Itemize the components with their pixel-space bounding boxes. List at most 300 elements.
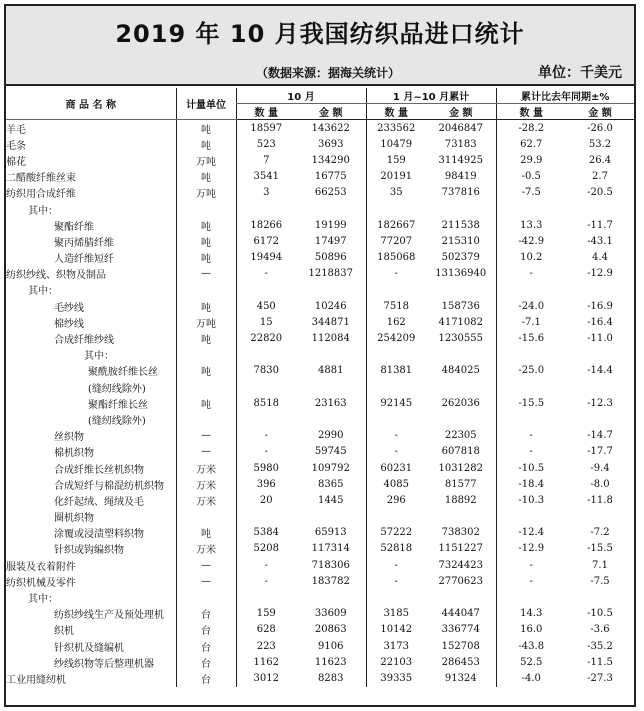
row-cum-qty: 10142 — [366, 622, 426, 638]
row-cum-qty: 3185 — [366, 606, 426, 622]
row-oct-amt: 59745 — [314, 446, 347, 458]
row-cum-amt: 2770623 — [438, 575, 484, 587]
row-product-name: 纱线织物等后整理机器 — [54, 658, 154, 670]
row-product-name: 羊毛 — [6, 124, 26, 136]
row-cum-qty: 185068 — [366, 250, 426, 266]
row-chg-amt: -11.0 — [587, 333, 613, 345]
row-chg-qty — [496, 282, 566, 298]
row-product-name: 聚丙烯腈纤维 — [54, 237, 114, 249]
row-product-name: 其中： — [28, 594, 58, 606]
row-chg-amt: -8.0 — [590, 478, 610, 490]
table-row — [6, 670, 634, 686]
row-cum-amt: 1031282 — [438, 462, 484, 474]
row-product-name: (缝纫线除外) — [88, 415, 146, 427]
table-row — [6, 152, 634, 168]
row-chg-amt — [566, 509, 634, 525]
row-product-name: 丝织物 — [54, 432, 84, 444]
row-chg-qty: -28.2 — [496, 120, 566, 137]
row-unit: 吨 — [176, 250, 236, 266]
row-cum-qty — [366, 411, 426, 427]
row-cum-amt: 4171082 — [438, 316, 484, 328]
row-unit — [176, 282, 236, 298]
row-cum-amt: 737816 — [441, 187, 480, 199]
row-chg-amt — [566, 589, 634, 605]
row-unit: 万米 — [176, 460, 236, 476]
row-oct-qty: - — [236, 266, 296, 282]
row-chg-amt: -12.9 — [587, 268, 613, 280]
header-october: 10 月 — [236, 88, 366, 104]
row-oct-qty — [236, 589, 296, 605]
table-row — [6, 233, 634, 249]
row-oct-amt — [296, 379, 366, 395]
row-unit: 万米 — [176, 541, 236, 557]
row-product-name: 合成纤维纱线 — [54, 335, 114, 347]
row-product-name: 涂覆或浸渍塑料织物 — [54, 529, 144, 541]
row-product-name: 棉机织物 — [54, 448, 94, 460]
row-chg-amt: 4.4 — [592, 252, 608, 264]
row-unit — [176, 379, 236, 395]
row-oct-amt: 109792 — [311, 462, 350, 474]
row-unit: 台 — [176, 670, 236, 686]
row-oct-amt: 8283 — [318, 672, 344, 684]
row-oct-qty: 3 — [236, 185, 296, 201]
row-chg-amt: -35.2 — [587, 640, 613, 652]
header-cumulative: 1 月~10 月累计 — [366, 88, 496, 104]
row-cum-qty: 10479 — [366, 136, 426, 152]
row-chg-qty: - — [496, 428, 566, 444]
table-row — [6, 185, 634, 201]
row-chg-amt — [566, 282, 634, 298]
row-oct-amt: 117314 — [311, 543, 350, 555]
row-chg-amt: -14.4 — [587, 365, 613, 377]
row-cum-qty — [366, 379, 426, 395]
row-cum-qty: 77207 — [366, 233, 426, 249]
row-unit: 台 — [176, 638, 236, 654]
row-unit: 万米 — [176, 492, 236, 508]
row-cum-amt: 484025 — [441, 365, 480, 377]
row-chg-qty: 14.3 — [496, 606, 566, 622]
title-band — [6, 6, 634, 86]
table-row — [6, 250, 634, 266]
data-source: （数据来源：据海关统计） — [256, 66, 401, 80]
row-chg-qty: 29.9 — [496, 152, 566, 168]
row-chg-qty — [496, 347, 566, 363]
row-cum-qty: 7518 — [366, 298, 426, 314]
row-product-name: 人造纤维短纤 — [54, 254, 114, 266]
table-row — [6, 395, 634, 411]
row-product-name: 织机 — [54, 626, 74, 638]
row-oct-amt: 17497 — [314, 235, 347, 247]
row-cum-qty: 57222 — [366, 525, 426, 541]
row-product-name: 其中： — [28, 205, 58, 217]
row-oct-qty: 396 — [236, 476, 296, 492]
row-unit — [176, 201, 236, 217]
row-oct-qty: 19494 — [236, 250, 296, 266]
row-chg-qty: -42.9 — [496, 233, 566, 249]
row-chg-amt: -16.4 — [587, 316, 613, 328]
table-row — [6, 476, 634, 492]
table-row — [6, 444, 634, 460]
row-chg-amt: -11.8 — [587, 494, 613, 506]
row-oct-amt — [296, 347, 366, 363]
row-cum-amt — [426, 282, 496, 298]
row-product-name: (缝纫线除外) — [88, 383, 146, 395]
row-oct-qty: - — [236, 557, 296, 573]
row-product-name: 其中： — [84, 351, 114, 363]
row-cum-qty: - — [366, 444, 426, 460]
table-row — [6, 379, 634, 395]
row-chg-amt: -11.5 — [587, 656, 613, 668]
row-cum-amt: 1230555 — [438, 333, 484, 345]
table-row — [6, 136, 634, 152]
row-cum-amt: 502379 — [441, 252, 480, 264]
row-oct-amt: 9106 — [318, 640, 344, 652]
row-unit — [176, 347, 236, 363]
row-oct-amt: 23163 — [314, 397, 347, 409]
header-unit: 计量单位 — [176, 88, 236, 120]
row-oct-qty: - — [236, 444, 296, 460]
row-chg-qty — [496, 411, 566, 427]
row-cum-amt — [426, 347, 496, 363]
row-oct-qty — [236, 411, 296, 427]
row-cum-amt: 22305 — [444, 430, 477, 442]
table-row — [6, 589, 634, 605]
header-oct-amt: 金 额 — [296, 104, 366, 120]
row-product-name: 聚酰胺纤维长丝 — [88, 367, 158, 379]
row-product-name: 针织机及缝编机 — [54, 642, 124, 654]
header-change: 累计比去年同期±% — [496, 88, 634, 104]
row-cum-qty: 159 — [366, 152, 426, 168]
row-oct-qty: 15 — [236, 314, 296, 330]
row-chg-amt: -14.7 — [587, 430, 613, 442]
row-oct-amt: 112084 — [311, 333, 350, 345]
row-oct-amt: 1445 — [318, 494, 344, 506]
row-unit: — — [176, 573, 236, 589]
row-cum-qty: 39335 — [366, 670, 426, 686]
row-chg-qty: -15.6 — [496, 330, 566, 346]
row-oct-amt: 65913 — [314, 527, 347, 539]
row-cum-amt: 73183 — [444, 138, 477, 150]
row-product-name: 毛条 — [6, 140, 26, 152]
row-oct-qty — [236, 509, 296, 525]
row-unit: 吨 — [176, 120, 236, 137]
header-cum-qty: 数 量 — [366, 104, 426, 120]
row-chg-qty: -10.5 — [496, 460, 566, 476]
row-product-name: 纺织机械及零件 — [6, 577, 76, 589]
row-cum-amt — [426, 509, 496, 525]
row-chg-qty: -12.9 — [496, 541, 566, 557]
row-cum-qty: 4085 — [366, 476, 426, 492]
row-chg-qty: 52.5 — [496, 654, 566, 670]
row-oct-qty: 7 — [236, 152, 296, 168]
table-row — [6, 492, 634, 508]
row-unit: 吨 — [176, 330, 236, 346]
row-oct-amt: 33609 — [314, 608, 347, 620]
row-unit: — — [176, 428, 236, 444]
row-chg-qty: -7.5 — [496, 185, 566, 201]
row-oct-amt: 11623 — [314, 656, 347, 668]
row-chg-qty: -25.0 — [496, 363, 566, 379]
row-oct-amt: 143622 — [311, 122, 350, 134]
row-cum-qty — [366, 347, 426, 363]
row-oct-amt: 134290 — [311, 154, 350, 166]
row-chg-qty: -24.0 — [496, 298, 566, 314]
row-chg-amt: 26.4 — [588, 154, 612, 166]
row-cum-qty: 81381 — [366, 363, 426, 379]
table-row — [6, 428, 634, 444]
row-cum-qty — [366, 589, 426, 605]
row-product-name: 聚酯纤维 — [54, 221, 94, 233]
row-cum-qty: - — [366, 573, 426, 589]
row-unit: 吨 — [176, 395, 236, 411]
row-chg-amt: -43.1 — [587, 235, 613, 247]
row-cum-qty: 254209 — [366, 330, 426, 346]
row-cum-amt: 336774 — [441, 624, 480, 636]
row-oct-qty: 8518 — [236, 395, 296, 411]
row-cum-qty: 20191 — [366, 169, 426, 185]
row-product-name: 合成短纤与棉混纺机织物 — [54, 480, 164, 492]
row-unit: — — [176, 557, 236, 573]
table-row — [6, 638, 634, 654]
table-row — [6, 541, 634, 557]
header-chg-qty: 数 量 — [496, 104, 566, 120]
row-unit — [176, 509, 236, 525]
row-product-name: 其中： — [28, 286, 58, 298]
row-cum-qty — [366, 509, 426, 525]
row-chg-qty: -0.5 — [496, 169, 566, 185]
row-unit: — — [176, 444, 236, 460]
row-oct-qty — [236, 379, 296, 395]
row-unit: 万吨 — [176, 314, 236, 330]
table-row — [6, 266, 634, 282]
row-chg-amt: -11.7 — [587, 219, 613, 231]
row-cum-amt: 211538 — [441, 219, 480, 231]
row-chg-amt: -27.3 — [587, 672, 613, 684]
header-oct-qty: 数 量 — [236, 104, 296, 120]
row-cum-qty: 60231 — [366, 460, 426, 476]
row-oct-amt: 3693 — [318, 138, 344, 150]
row-unit: 吨 — [176, 525, 236, 541]
table-row — [6, 298, 634, 314]
row-oct-qty — [236, 201, 296, 217]
row-oct-amt: 20863 — [314, 624, 347, 636]
row-oct-qty: 20 — [236, 492, 296, 508]
row-cum-amt: 13136940 — [435, 268, 487, 280]
table-row — [6, 282, 634, 298]
row-chg-qty — [496, 589, 566, 605]
row-cum-amt: 81577 — [444, 478, 477, 490]
row-unit: 吨 — [176, 136, 236, 152]
row-oct-amt: 344871 — [311, 316, 350, 328]
row-product-name: 纺织用合成纤维 — [6, 189, 76, 201]
row-chg-amt — [566, 347, 634, 363]
row-oct-amt: 1218837 — [308, 268, 354, 280]
table-row — [6, 347, 634, 363]
row-unit: 吨 — [176, 233, 236, 249]
row-chg-qty: - — [496, 557, 566, 573]
row-chg-amt: 2.7 — [592, 171, 608, 183]
row-oct-qty: 18266 — [236, 217, 296, 233]
row-chg-amt: -17.7 — [587, 446, 613, 458]
table-row — [6, 509, 634, 525]
row-oct-amt: 8365 — [318, 478, 344, 490]
row-cum-amt: 444047 — [441, 608, 480, 620]
row-unit: — — [176, 266, 236, 282]
row-chg-amt — [566, 379, 634, 395]
row-product-name: 服装及衣着附件 — [6, 561, 76, 573]
row-chg-amt: -26.0 — [587, 122, 613, 134]
row-chg-qty — [496, 379, 566, 395]
row-chg-qty: -18.4 — [496, 476, 566, 492]
table-body — [6, 120, 634, 687]
row-unit: 万米 — [176, 476, 236, 492]
row-chg-amt: -7.5 — [590, 575, 610, 587]
row-oct-qty — [236, 282, 296, 298]
row-oct-amt — [296, 282, 366, 298]
row-cum-amt: 152708 — [441, 640, 480, 652]
row-cum-qty: 35 — [366, 185, 426, 201]
row-unit: 吨 — [176, 217, 236, 233]
row-oct-amt — [296, 411, 366, 427]
row-cum-amt: 18892 — [444, 494, 477, 506]
header-cum-amt: 金 额 — [426, 104, 496, 120]
row-cum-qty: - — [366, 266, 426, 282]
row-unit: 吨 — [176, 363, 236, 379]
row-oct-qty: - — [236, 573, 296, 589]
row-unit — [176, 411, 236, 427]
page-title: 2019 年 10 月我国纺织品进口统计 — [115, 20, 525, 48]
row-product-name: 聚酯纤维长丝 — [88, 399, 148, 411]
header-product: 商 品 名 称 — [6, 88, 176, 120]
row-product-name: 圈机织物 — [54, 513, 94, 525]
table-row — [6, 525, 634, 541]
row-oct-amt: 2990 — [318, 430, 344, 442]
row-chg-qty: -10.3 — [496, 492, 566, 508]
row-cum-qty: 233562 — [366, 120, 426, 137]
row-unit: 台 — [176, 654, 236, 670]
row-oct-qty: - — [236, 428, 296, 444]
table-row — [6, 606, 634, 622]
row-cum-amt: 1151227 — [438, 543, 484, 555]
row-oct-amt — [296, 201, 366, 217]
table-row — [6, 201, 634, 217]
row-cum-qty: 182667 — [366, 217, 426, 233]
row-chg-amt: -3.6 — [590, 624, 610, 636]
row-chg-amt: -15.5 — [587, 543, 613, 555]
row-product-name: 棉花 — [6, 156, 26, 168]
row-cum-qty: 22103 — [366, 654, 426, 670]
row-oct-qty: 223 — [236, 638, 296, 654]
row-unit — [176, 589, 236, 605]
row-cum-qty: 296 — [366, 492, 426, 508]
table-row — [6, 217, 634, 233]
row-product-name: 化纤起绒、绳绒及毛 — [54, 496, 144, 508]
table-row — [6, 363, 634, 379]
row-cum-amt — [426, 411, 496, 427]
row-chg-qty: -4.0 — [496, 670, 566, 686]
row-unit: 万吨 — [176, 152, 236, 168]
row-cum-qty: - — [366, 428, 426, 444]
row-cum-amt: 7324423 — [438, 559, 484, 571]
row-product-name: 纺织纱线、织物及制品 — [6, 270, 106, 282]
row-chg-qty: - — [496, 444, 566, 460]
row-chg-amt: -20.5 — [587, 187, 613, 199]
row-oct-amt: 19199 — [314, 219, 347, 231]
row-oct-amt: 50896 — [314, 252, 347, 264]
row-product-name: 工业用缝纫机 — [6, 674, 66, 686]
row-chg-qty: - — [496, 266, 566, 282]
row-oct-qty: 159 — [236, 606, 296, 622]
row-cum-amt: 2046847 — [438, 122, 484, 134]
row-cum-amt — [426, 589, 496, 605]
row-chg-qty: -15.5 — [496, 395, 566, 411]
row-product-name: 毛纱线 — [54, 302, 84, 314]
row-chg-amt: -12.3 — [587, 397, 613, 409]
table-row — [6, 314, 634, 330]
row-oct-amt: 4881 — [318, 365, 344, 377]
row-cum-qty: 162 — [366, 314, 426, 330]
row-chg-qty: 10.2 — [496, 250, 566, 266]
row-oct-amt — [296, 589, 366, 605]
row-chg-amt: -10.5 — [587, 608, 613, 620]
unit-label: 单位：千美元 — [538, 65, 622, 81]
row-chg-qty: 16.0 — [496, 622, 566, 638]
row-cum-qty: 3173 — [366, 638, 426, 654]
table-row — [6, 573, 634, 589]
row-cum-amt — [426, 201, 496, 217]
row-chg-amt — [566, 201, 634, 217]
row-oct-qty: 523 — [236, 136, 296, 152]
row-oct-amt: 718306 — [311, 559, 350, 571]
row-chg-qty: -12.4 — [496, 525, 566, 541]
row-unit: 万吨 — [176, 185, 236, 201]
table-row — [6, 557, 634, 573]
row-cum-amt: 215310 — [441, 235, 480, 247]
row-oct-qty: 5980 — [236, 460, 296, 476]
row-cum-amt: 3114925 — [438, 154, 484, 166]
row-oct-qty: 18597 — [236, 120, 296, 137]
row-chg-amt: -7.2 — [590, 527, 610, 539]
table-row — [6, 411, 634, 427]
row-oct-qty — [236, 347, 296, 363]
row-oct-amt: 66253 — [314, 187, 347, 199]
row-oct-qty: 5208 — [236, 541, 296, 557]
row-unit: 台 — [176, 622, 236, 638]
row-cum-amt — [426, 379, 496, 395]
row-chg-amt — [566, 411, 634, 427]
row-oct-qty: 3541 — [236, 169, 296, 185]
row-cum-qty: 52818 — [366, 541, 426, 557]
row-cum-qty: 92145 — [366, 395, 426, 411]
row-chg-qty: -7.1 — [496, 314, 566, 330]
row-oct-qty: 7830 — [236, 363, 296, 379]
row-cum-qty — [366, 201, 426, 217]
row-chg-qty: 62.7 — [496, 136, 566, 152]
row-chg-qty — [496, 201, 566, 217]
row-oct-amt: 10246 — [314, 300, 347, 312]
row-oct-qty: 3012 — [236, 670, 296, 686]
table-row — [6, 460, 634, 476]
row-cum-amt: 262036 — [441, 397, 480, 409]
row-cum-amt: 738302 — [441, 527, 480, 539]
table-row — [6, 120, 634, 137]
row-cum-amt: 607818 — [441, 446, 480, 458]
row-product-name: 针织或钩编织物 — [54, 545, 124, 557]
row-product-name: 合成纤维长丝机织物 — [54, 464, 144, 476]
row-product-name: 棉纱线 — [54, 318, 84, 330]
row-oct-qty: 628 — [236, 622, 296, 638]
row-chg-amt: -9.4 — [590, 462, 610, 474]
